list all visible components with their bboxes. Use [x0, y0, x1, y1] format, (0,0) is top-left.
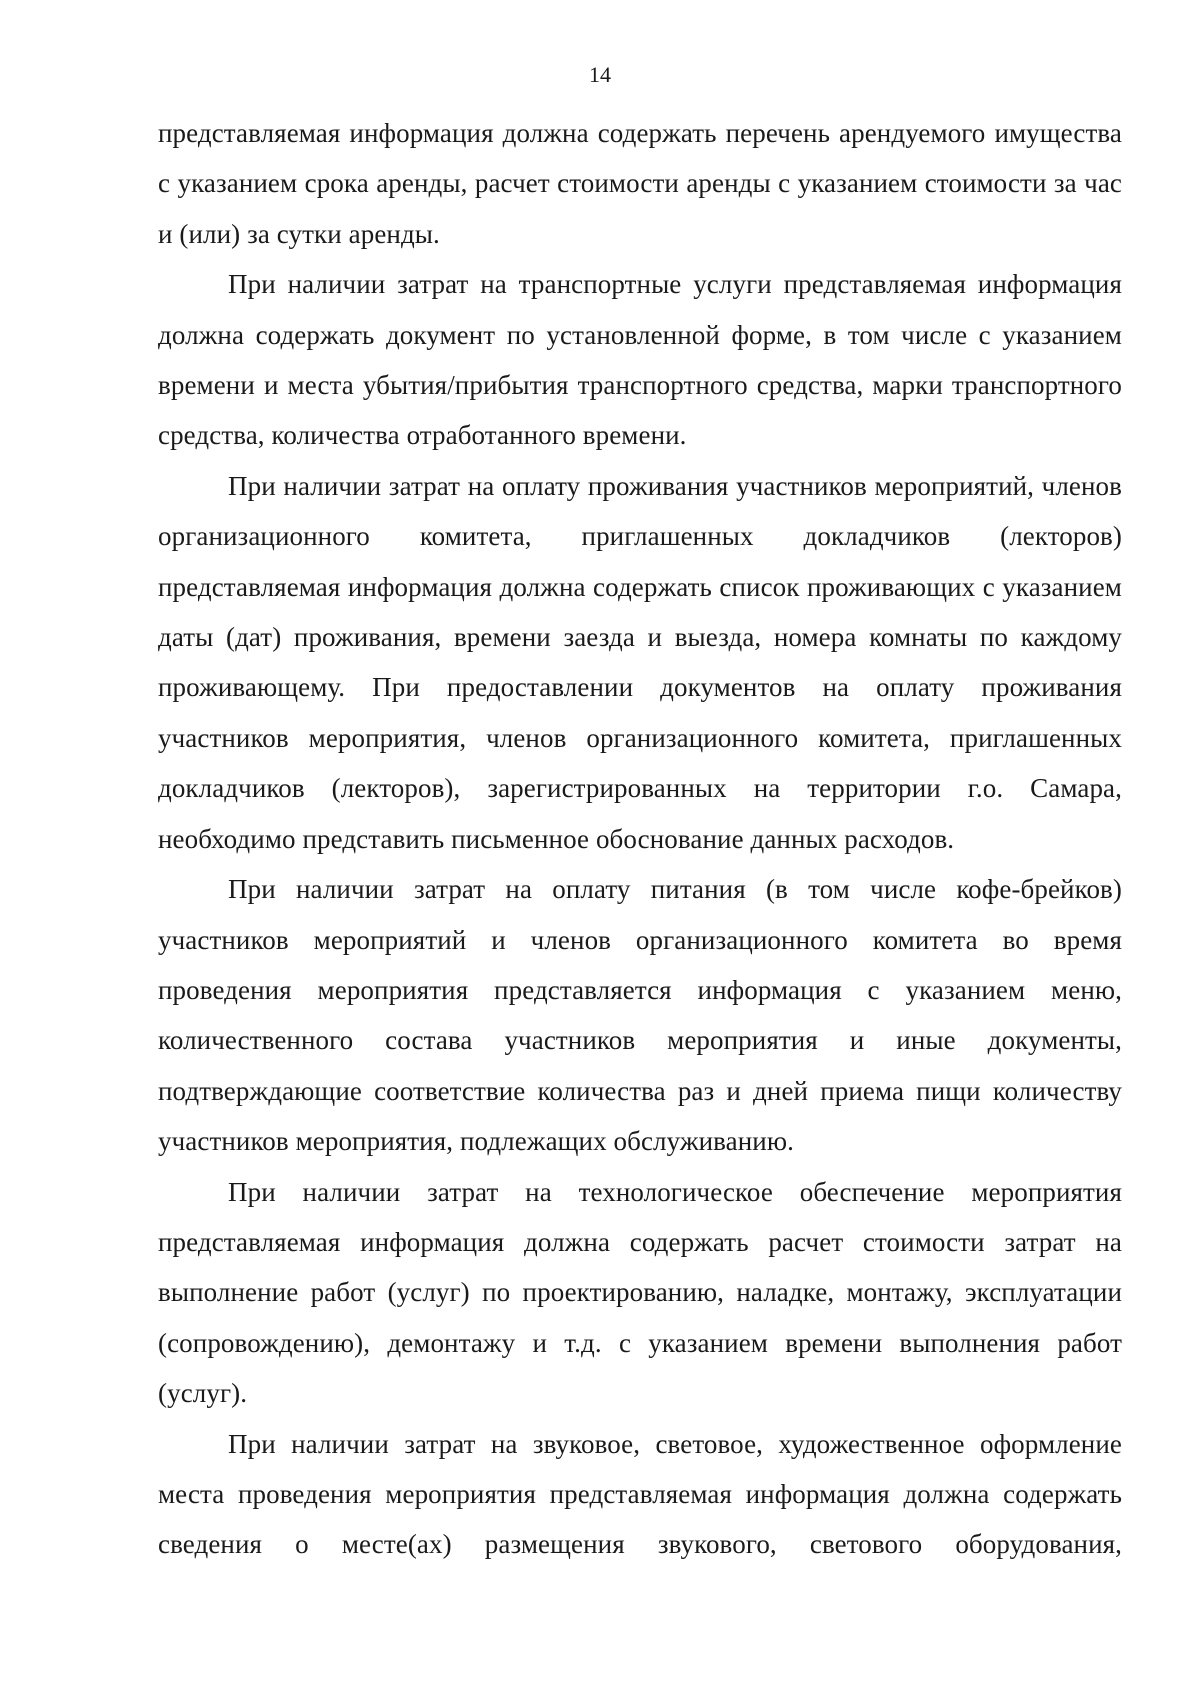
document-body — [158, 108, 1122, 1570]
paragraph-decoration-costs: При наличии затрат на звуковое, световое, художественное оформление места проведения мероприятия представляемая информация должна содержать сведения о месте(ах) размещения звукового, светового оборудования, — [158, 1428, 1122, 1560]
page-number: 14 — [589, 62, 611, 87]
paragraph-technical-support-costs: При наличии затрат на технологическое обеспечение мероприятия представляемая информация должна содержать расчет стоимости затрат на выполнение работ (услуг) по проектированию, наладке, монтажу, эксплуатации (сопровождению), демонтажу и т.д. с указанием времени выполнения работ (услуг). — [158, 1176, 1122, 1409]
paragraph-transport-costs: При наличии затрат на транспортные услуги представляемая информация должна содержать документ по установленной форме, в том числе с указанием времени и места убытия/прибытия транспортного средства, марки транспортного средства, количества отработанного времени. — [158, 269, 1122, 451]
paragraph-rental-continuation: представляемая информация должна содержать перечень арендуемого имущества с указанием срока аренды, расчет стоимости аренды с указанием стоимости за час и (или) за сутки аренды. — [158, 118, 1122, 249]
paragraph-catering-costs: При наличии затрат на оплату питания (в том числе кофе-брейков) участников мероприятий и членов организационного комитета во время проведения мероприятия представляется информация с указанием меню, количественного состава участников мероприятия и иные документы, подтверждающие соответствие количества раз и дней приема пищи количеству участников мероприятия, подлежащих обслуживанию. — [158, 874, 1122, 1157]
paragraph-accommodation-costs: При наличии затрат на оплату проживания участников мероприятий, членов организационного комитета, приглашенных докладчиков (лекторов) представляемая информация должна содержать список проживающих с указанием даты (дат) проживания, времени заезда и выезда, номера комнаты по каждому проживающему. При предоставлении документов на оплату проживания участников мероприятия, членов организационного комитета, приглашенных докладчиков (лекторов), зарегистрированных на территории г.о. Самара, необходимо представить письменное обоснование данных расходов. — [158, 470, 1122, 854]
